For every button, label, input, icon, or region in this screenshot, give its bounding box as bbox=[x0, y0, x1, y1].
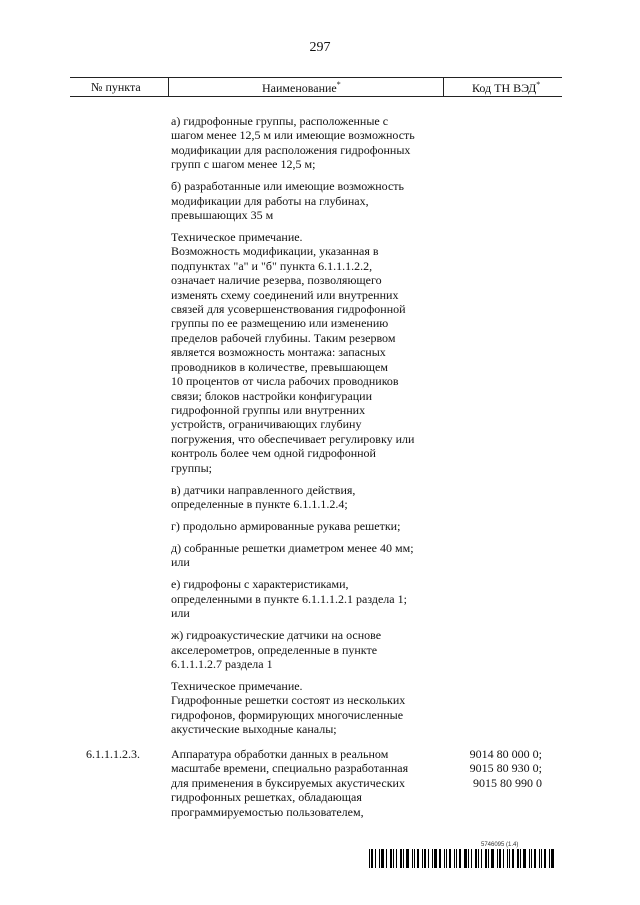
header-col-name bbox=[262, 80, 341, 96]
paragraph: Техническое примечание. Гидрофонные решетки состоят из нескольких гидрофонов, формирующих многочисленные акустические выходные каналы; bbox=[171, 678, 406, 737]
paragraph: в) датчики направленного действия, определенные в пункте 6.1.1.1.2.4; bbox=[171, 482, 356, 511]
barcode-label: 5746095 (1.4) bbox=[481, 842, 519, 848]
item-number: 6.1.1.1.2.3. bbox=[86, 747, 140, 761]
item-description: Аппаратура обработки данных в реальном масштабе времени, специально разработанная для применения в буксируемых акустических гидрофонных решетках, обладающая программируемостью пользователем, bbox=[171, 747, 409, 819]
header-col-number: № пункта bbox=[91, 80, 141, 94]
header-divider bbox=[168, 78, 169, 96]
continued-content bbox=[171, 114, 441, 744]
table-header bbox=[70, 77, 562, 97]
paragraph: Техническое примечание. Возможность модификации, указанная в подпунктах "а" и "б" пункта 6.1.1.1.2.2, означает наличие резерва, позволяющего изменять схему соединений или внутренних связей для усовершенствования гидрофонной группы по ее размещению или изменению пределов рабочей глубины. Таким резервом является возможность монтажа: запасных проводников в количестве, превышающем 10 процентов от числа рабочих проводников связи; блоков настройки конфигурации гидрофонной группы или внутренних устройств, ограничивающих глубину погружения, что обеспечивает регулировку или контроль более чем одной гидрофонной группы; bbox=[171, 230, 415, 475]
paragraph: а) гидрофонные группы, расположенные с шагом менее 12,5 м или имеющие возможность модификации для расположения гидрофонных групп с шагом менее 12,5 м; bbox=[171, 114, 415, 172]
paragraph: д) собранные решетки диаметром менее 40 мм; или bbox=[171, 540, 414, 570]
page-number: 297 bbox=[309, 40, 331, 55]
paragraph: е) гидрофоны с характеристиками, определенными в пункте 6.1.1.1.2.1 раздела 1; или bbox=[171, 577, 407, 621]
header-col-name-mark: * bbox=[336, 80, 341, 89]
item-codes: 9014 80 000 0; 9015 80 930 0; 9015 80 990 0 bbox=[469, 747, 542, 790]
header-col-code-mark: * bbox=[536, 80, 541, 89]
header-divider bbox=[443, 78, 444, 96]
header-col-code bbox=[472, 80, 540, 96]
header-col-code-text: Код ТН ВЭД bbox=[472, 81, 537, 95]
paragraph: г) продольно армированные рукава решетки; bbox=[171, 518, 401, 533]
header-col-name-text: Наименование bbox=[262, 81, 337, 95]
barcode bbox=[369, 849, 557, 868]
paragraph: б) разработанные или имеющие возможность модификации для работы на глубинах, превышающих 35 м bbox=[171, 179, 405, 223]
paragraph: ж) гидроакустические датчики на основе акселерометров, определенные в пункте 6.1.1.1.2.7 раздела 1 bbox=[171, 628, 382, 671]
